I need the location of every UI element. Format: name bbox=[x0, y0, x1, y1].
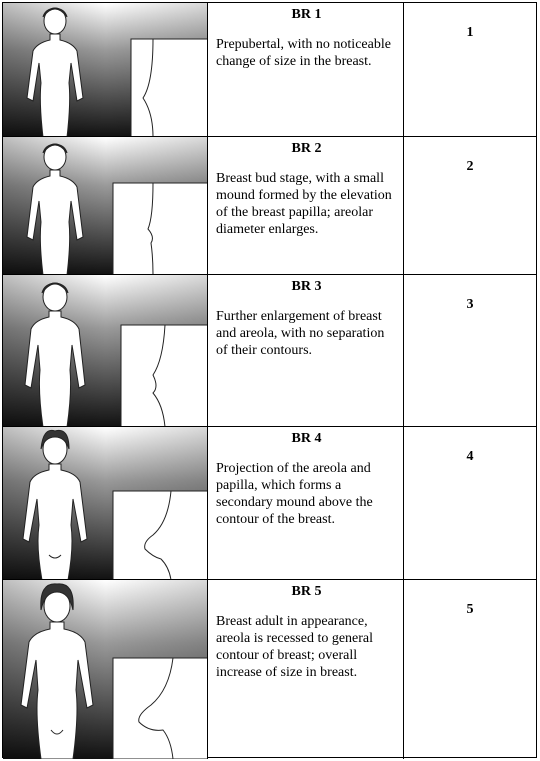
stage-number: 2 bbox=[466, 159, 474, 174]
number-cell bbox=[404, 137, 536, 274]
number-cell bbox=[404, 427, 536, 579]
description-cell bbox=[208, 275, 404, 426]
tanner-stage-table bbox=[2, 2, 537, 758]
stage-number: 4 bbox=[466, 449, 474, 464]
number-cell bbox=[404, 3, 536, 136]
table-row bbox=[3, 137, 536, 275]
stage-description: Prepubertal, with no noticeable change of size in the breast. bbox=[216, 37, 391, 69]
illustration-cell bbox=[3, 137, 208, 274]
illustration-cell bbox=[3, 580, 208, 759]
table-row bbox=[3, 275, 536, 427]
number-cell bbox=[404, 275, 536, 426]
stage-title: BR 5 bbox=[291, 584, 322, 599]
stage-illustration bbox=[3, 3, 208, 136]
description-cell bbox=[208, 3, 404, 136]
stage-description: Further enlargement of breast and areola, with no separation of their contours. bbox=[216, 309, 385, 358]
table-row bbox=[3, 427, 536, 580]
description-cell bbox=[208, 427, 404, 579]
stage-number: 3 bbox=[466, 297, 474, 312]
stage-description: Projection of the areola and papilla, which forms a secondary mound above the contour of the breast. bbox=[216, 461, 373, 527]
illustration-cell bbox=[3, 3, 208, 136]
stage-illustration bbox=[3, 137, 208, 274]
stage-title: BR 3 bbox=[291, 279, 322, 294]
stage-number: 5 bbox=[466, 602, 474, 617]
stage-illustration bbox=[3, 580, 208, 759]
stage-title: BR 1 bbox=[291, 7, 322, 22]
table-row bbox=[3, 3, 536, 137]
illustration-cell bbox=[3, 427, 208, 579]
number-cell bbox=[404, 580, 536, 759]
stage-number: 1 bbox=[466, 25, 474, 40]
table-row bbox=[3, 580, 536, 759]
stage-illustration bbox=[3, 275, 208, 426]
stage-title: BR 4 bbox=[291, 431, 322, 446]
stage-description: Breast bud stage, with a small mound formed by the elevation of the breast papilla; areolar diameter enlarges. bbox=[216, 171, 392, 237]
stage-title: BR 2 bbox=[291, 141, 322, 156]
description-cell bbox=[208, 137, 404, 274]
stage-illustration bbox=[3, 427, 208, 579]
description-cell bbox=[208, 580, 404, 759]
illustration-cell bbox=[3, 275, 208, 426]
stage-description: Breast adult in appearance, areola is recessed to general contour of breast; overall increase of size in breast. bbox=[216, 614, 374, 680]
